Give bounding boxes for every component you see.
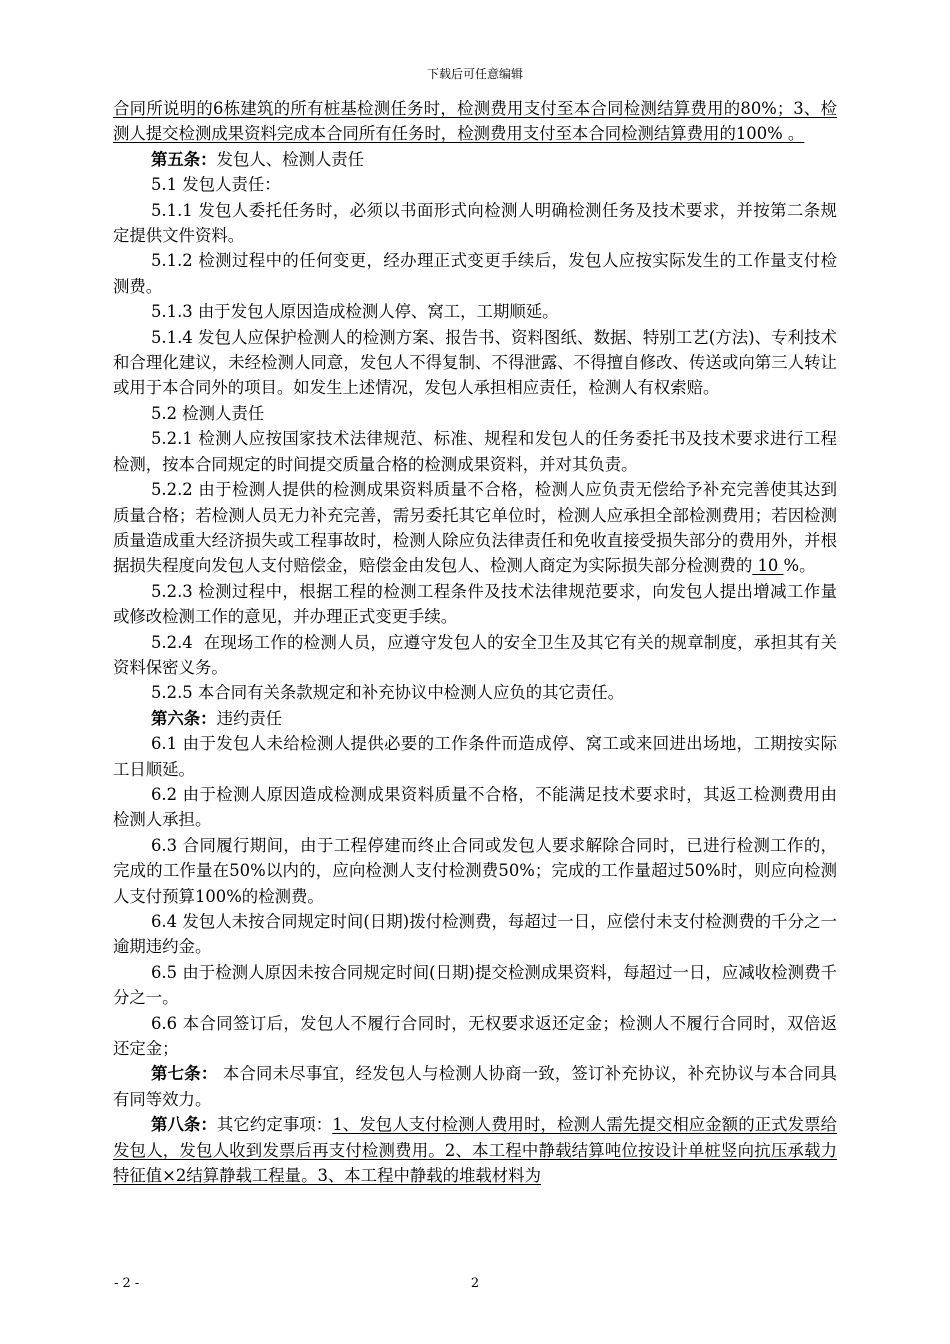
section-5-2-2 (113, 477, 837, 579)
document-body (113, 96, 837, 1188)
section-5-1-2: 5.1.2 检测过程中的任何变更，经办理正式变更手续后，发包人应按实际发生的工作量支付检测费。 (113, 251, 837, 296)
page-header: 下载后可任意编辑 (426, 67, 523, 81)
paragraph-payment-continued: 合同所说明的6栋建筑的所有桩基检测任务时，检测费用支付至本合同检测结算费用的80%；3、检测人提交检测成果资料完成本合同所有任务时，检测费用支付至本合同检测结算费用的100% 。 (113, 99, 837, 144)
section-5-2-2-suffix: %。 (783, 556, 816, 576)
section-6-4: 6.4 发包人未按合同规定时间(日期)拨付检测费，每超过一日，应偿付未支付检测费的千分之一逾期违约金。 (113, 912, 837, 957)
section-5-2-4: 5.2.4 在现场工作的检测人员，应遵守发包人的安全卫生及其它有关的规章制度，承担其有关资料保密义务。 (113, 632, 837, 677)
article-7-title: 第七条： (151, 1064, 218, 1084)
section-5-1-1: 5.1.1 发包人委托任务时，必须以书面形式向检测人明确检测任务及技术要求，并按第二条规定提供文件资料。 (113, 200, 837, 246)
article-8 (113, 1112, 837, 1188)
article-5-title: 第五条： (151, 149, 217, 169)
section-6-2: 6.2 由于检测人原因造成检测成果资料质量不合格，不能满足技术要求时，其返工检测费用由检测人承担。 (113, 784, 837, 830)
footer-page-number-left: - 2 - (114, 1276, 140, 1291)
article-8-lead: 其它约定事项： (216, 1115, 333, 1135)
article-7 (113, 1061, 837, 1112)
article-6-title: 第六条： (151, 708, 217, 728)
footer-page-number: 2 (470, 1276, 480, 1291)
section-6-3: 6.3 合同履行期间，由于工程停建而终止合同或发包人要求解除合同时，已进行检测工作的，完成的工作量在50%以内的，应向检测人支付检测费50%；完成的工作量超过50%时，则应向检测人支付预算100%的检测费。 (113, 835, 837, 906)
section-5-2-5: 5.2.5 本合同有关条款规定和补充协议中检测人应负的其它责任。 (151, 683, 625, 703)
article-5-heading (113, 147, 837, 172)
section-5-1-4: 5.1.4 发包人应保护检测人的检测方案、报告书、资料图纸、数据、特别工艺(方法)、专利技术和合理化建议，未经检测人同意，发包人不得复制、不得泄露、不得擅自修改、传送或向第三人转让或用于本合同外的项目。如发生上述情况，发包人承担相应责任，检测人有权索赔。 (113, 327, 837, 398)
section-5-2: 5.2 检测人责任 (151, 403, 265, 423)
article-7-text: 本合同未尽事宜，经发包人与检测人协商一致，签订补充协议，补充协议与本合同具有同等效力。 (113, 1064, 837, 1109)
section-5-2-3: 5.2.3 检测过程中，根据工程的检测工程条件及技术法律规范要求，向发包人提出增减工作量或修改检测工作的意见，并办理正式变更手续。 (113, 581, 837, 627)
section-6-1: 6.1 由于发包人未给检测人提供必要的工作条件而造成停、窝工或来回进出场地，工期按实际工日顺延。 (113, 734, 837, 779)
section-5-2-1: 5.2.1 检测人应按国家技术法律规范、标准、规程和发包人的任务委托书及技术要求进行工程检测，按本合同规定的时间提交质量合格的检测成果资料，并对其负责。 (113, 429, 837, 474)
section-5-1: 5.1 发包人责任： (151, 175, 281, 195)
section-5-2-2-text: 5.2.2 由于检测人提供的检测成果资料质量不合格，检测人应负责无偿给予补充完善使其达到质量合格；若检测人员无力补充完善，需另委托其它单位时，检测人应承担全部检测费用；若因检测质量造成重大经济损失或工程事故时，检测人除应负法律责任和免收直接受损失部分的费用外，并根据损失程度向发包人支付赔偿金，赔偿金由发包人、检测人商定为实际损失部分检测费的 (113, 480, 837, 576)
article-6-text: 违约责任 (216, 708, 283, 728)
article-8-title: 第八条： (151, 1115, 217, 1135)
section-5-1-3: 5.1.3 由于发包人原因造成检测人停、窝工，工期顺延。 (151, 302, 559, 322)
article-5-text: 发包人、检测人责任 (216, 149, 365, 169)
article-6-heading (113, 706, 837, 731)
article-8-text: 1、发包人支付检测人费用时，检测人需先提交相应金额的正式发票给发包人，发包人收到发票后再支付检测费用。2、本工程中静载结算吨位按设计单桩竖向抗压承载力特征值×2结算静载工程量。3、本工程中静载的堆载材料为 (113, 1115, 838, 1186)
section-6-6: 6.6 本合同签订后，发包人不履行合同时，无权要求返还定金；检测人不履行合同时，双倍返还定金； (113, 1013, 837, 1059)
compensation-percent-value: 10 (752, 556, 784, 576)
section-6-5: 6.5 由于检测人原因未按合同规定时间(日期)提交检测成果资料，每超过一日，应减收检测费千分之一。 (113, 962, 837, 1008)
